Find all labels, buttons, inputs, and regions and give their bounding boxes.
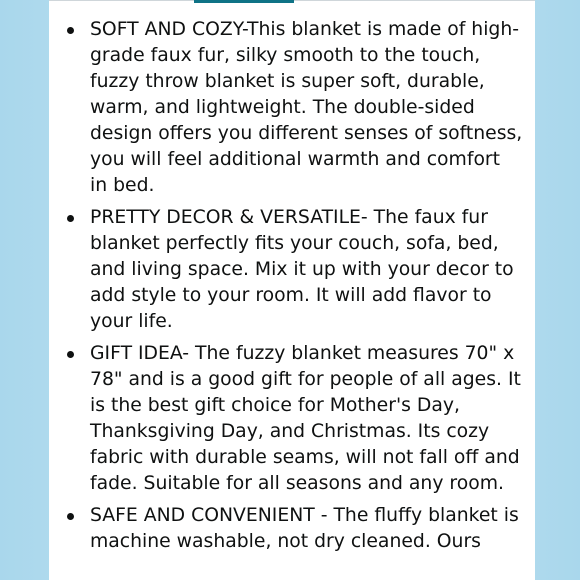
feature-item-safe-and-convenient xyxy=(49,503,535,555)
product-description-panel xyxy=(49,0,535,580)
bullet-icon xyxy=(67,215,74,222)
bullet-icon xyxy=(67,513,74,520)
feature-item-soft-and-cozy xyxy=(49,17,535,199)
feature-text: PRETTY DECOR & VERSATILE- The faux fur blanket perfectly fits your couch, sofa, bed, and living space. Mix it up with your decor to add style to your room. It will add flavor to your life. xyxy=(90,207,514,332)
feature-text: GIFT IDEA- The fuzzy blanket measures 70" x 78" and is a good gift for people of all ages. It is the best gift choice for Mother's Day, Thanksgiving Day, and Christmas. Its cozy fabric with durable seams, will not fall off and fade. Suitable for all seasons and any room. xyxy=(90,343,521,494)
feature-text: SAFE AND CONVENIENT - The fluffy blanket is machine washable, not dry cleaned. Ours xyxy=(90,505,519,552)
feature-bullet-list xyxy=(49,17,535,561)
bullet-icon xyxy=(67,27,74,34)
bullet-icon xyxy=(67,351,74,358)
feature-item-pretty-decor xyxy=(49,205,535,335)
feature-text: SOFT AND COZY-This blanket is made of high-grade faux fur, silky smooth to the touch, fuzzy throw blanket is super soft, durable, warm, and lightweight. The double-sided design offers you different senses of softness, you will feel additional warmth and comfort in bed. xyxy=(90,19,523,196)
selected-tab-indicator xyxy=(194,0,294,3)
feature-item-gift-idea xyxy=(49,341,535,497)
